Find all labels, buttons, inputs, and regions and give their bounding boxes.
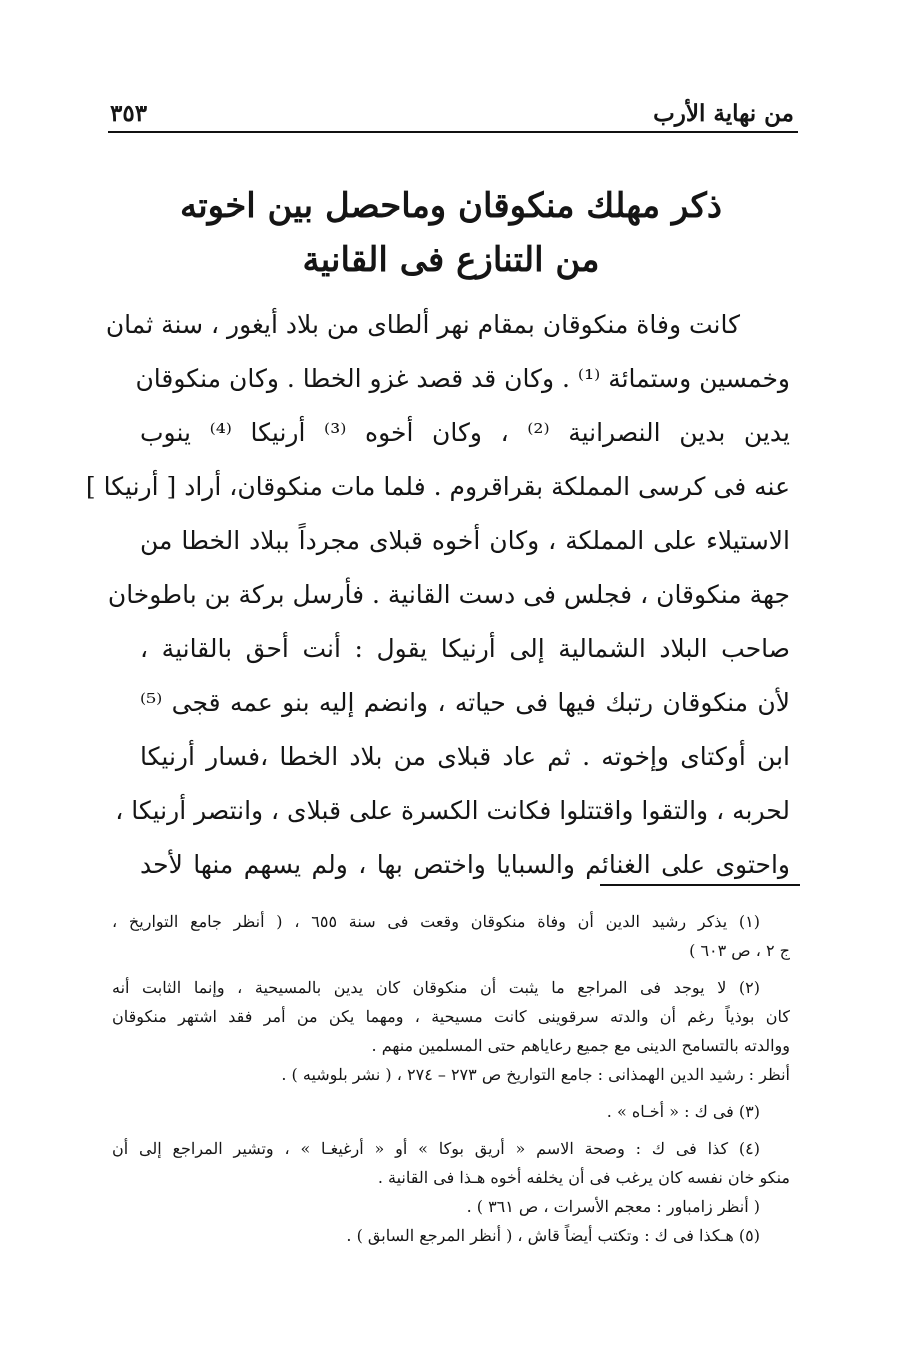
footnote-line: (٥) هـكذا فى ك : وتكتب أيضاً قاش ، ( أنظر المرجع السابق ) . (346, 1226, 760, 1245)
footnote-line: (٢) لا يوجد فى المراجع ما يثبت أن منكوقان كان يدين بالمسيحية ، وإنما الثابت أنه (112, 978, 760, 997)
body-line: لحربه ، والتقوا واقتتلوا فكانت الكسرة على قبلاى ، وانتصر أرنيكا ، (115, 796, 790, 825)
body-line: جهة منكوقان ، فجلس فى دست القانية . فأرسل بركة بن باطوخان (107, 580, 790, 609)
body-line: وخمسين وستمائة ⁽¹⁾ . وكان قد قصد غزو الخطا . وكان منكوقان (135, 364, 790, 393)
footnote-line: كان بوذياً رغم أن والدته سرقوينى كانت مسيحية ، ومهما يكن من أمر فقد اشتهر منكوقان (112, 1007, 791, 1026)
footnote-line: أنظر : رشيد الدين الهمذانى : جامع التواريخ ص ٢٧٣ – ٢٧٤ ، ( نشر بلوشيه ) . (281, 1065, 790, 1084)
body-line: عنه فى كرسى المملكة بقراقروم . فلما مات منكوقان، أراد [ أرنيكا ] (85, 472, 790, 501)
body-line: ابن أوكتاى وإخوته . ثم عاد قبلاى من بلاد الخطا ،فسار أرنيكا (140, 742, 790, 771)
header-rule (108, 131, 798, 133)
footnote-line: (١) يذكر رشيد الدين أن وفاة منكوقان وقعت فى سنة ٦٥٥ ، ( أنظر جامع التواريخ ، (112, 912, 761, 931)
footnote-line: (٣) فى ك : « أخـاه » . (606, 1102, 760, 1121)
body-line: لأن منكوقان رتبك فيها فى حياته ، وانضم إليه بنو عمه قجى ⁽⁵⁾ (140, 688, 790, 717)
body-line: واحتوى على الغنائم والسبايا واختص بها ، ولم يسهم منها لأحد (140, 850, 790, 879)
body-line: كانت وفاة منكوقان بمقام نهر ألطاى من بلاد أيغور ، سنة ثمان (105, 310, 740, 339)
body-line: الاستيلاء على المملكة ، وكان أخوه قبلاى مجرداً ببلاد الخطا من (140, 526, 790, 555)
chapter-title-line-2: من التنازع فى القانية (302, 240, 600, 280)
running-header (110, 96, 794, 130)
footnote-line: ( أنظر زامباور : معجم الأسرات ، ص ٣٦١ ) . (466, 1197, 760, 1216)
body-text (85, 298, 790, 892)
body-line: يدين بدين النصرانية ⁽²⁾ ، وكان أخوه ⁽³⁾ أرنيكا ⁽⁴⁾ ينوب (140, 418, 790, 447)
page-number: ٣٥٣ (110, 99, 148, 127)
footnote-line: منكو خان نفسه كان يرغب فى أن يخلفه أخوه هـذا فى القانية . (377, 1168, 790, 1187)
running-title: من نهاية الأرب (653, 99, 794, 127)
footnote-line: ج ٢ ، ص ٦٠٣ ) (689, 941, 790, 960)
footnote-separator (600, 884, 800, 886)
footnote-line: ووالدته بالتسامح الدينى مع جميع رعاياهم حتى المسلمين منهم . (371, 1036, 790, 1055)
footnotes (112, 907, 790, 1250)
chapter-title-line-1: ذكر مهلك منكوقان وماحصل بين اخوته (179, 186, 723, 226)
body-line: صاحب البلاد الشمالية إلى أرنيكا يقول : أنت أحق بالقانية ، (140, 634, 790, 663)
footnote-line: (٤) كذا فى ك : وصحة الاسم « أريق بوكا » أو « أرغيغـا » ، وتشير المراجع إلى أن (112, 1139, 760, 1158)
